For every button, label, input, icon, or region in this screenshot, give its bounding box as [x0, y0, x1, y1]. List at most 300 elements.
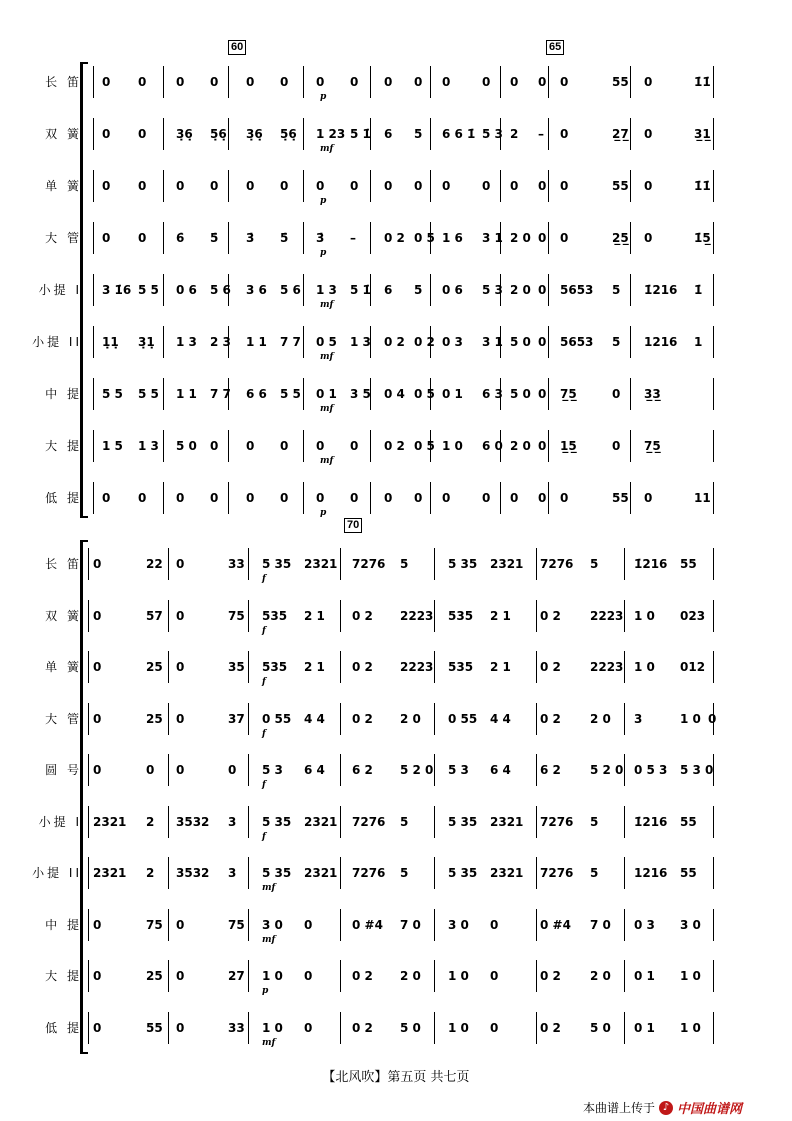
barline — [340, 960, 341, 992]
note-group: – — [538, 127, 544, 141]
barline — [370, 66, 371, 98]
note-group: 0 1 — [634, 1020, 655, 1035]
note-group: 1 3 — [350, 335, 371, 349]
note-group: 0 — [560, 491, 569, 505]
barline — [713, 960, 714, 992]
note-group: 5 35 — [448, 557, 478, 571]
note-group: 0 5 — [414, 439, 435, 453]
barline — [624, 600, 625, 632]
barline — [713, 806, 714, 838]
note-group: 0 2 — [352, 608, 373, 623]
note-group: 0 — [146, 763, 155, 777]
barline — [93, 326, 94, 358]
note-group: 0 — [102, 231, 111, 245]
note-group: 5 2 0 — [400, 763, 434, 777]
barline — [88, 548, 89, 580]
note-group: 0 — [93, 1020, 102, 1035]
staff-row — [0, 124, 792, 154]
dynamic-mark: f — [262, 625, 266, 636]
note-group: 55 — [680, 814, 697, 829]
note-group: 2 0 — [510, 439, 531, 453]
note-group: 1̇1̇ — [694, 75, 711, 89]
barline — [303, 482, 304, 514]
note-group: 5 — [400, 557, 409, 571]
staff-row — [0, 228, 792, 258]
barline — [88, 806, 89, 838]
upload-credit — [583, 1098, 742, 1117]
instrument-name: 大 提 — [45, 969, 82, 983]
note-group: 0 — [490, 1020, 499, 1035]
note-group: 2321 — [304, 557, 338, 571]
note-group: 57 — [146, 608, 163, 623]
note-group: – — [350, 231, 356, 245]
instrument-name: 大 管 — [45, 231, 82, 245]
note-group: 0 — [490, 917, 499, 932]
barline — [163, 378, 164, 410]
note-group: 5 0 — [510, 335, 531, 349]
note-group: 1 0 — [634, 660, 655, 674]
barline — [630, 66, 631, 98]
note-group: 5 35 — [262, 866, 292, 880]
note-group: 7̲5̲ — [560, 387, 577, 401]
note-group: 0 — [538, 335, 547, 349]
barline — [228, 170, 229, 202]
staff-row — [0, 488, 792, 518]
note-group: 2321 — [93, 814, 127, 829]
note-group: 0 — [176, 179, 185, 193]
barline — [340, 1012, 341, 1044]
barline — [370, 482, 371, 514]
barline — [303, 222, 304, 254]
note-group: 6 — [384, 283, 393, 297]
note-group: 0 — [538, 283, 547, 297]
note-group: 1 23 — [316, 127, 346, 141]
note-group: 0 — [384, 75, 393, 89]
note-group: 6 0 — [482, 439, 503, 453]
note-group: 5 5 — [280, 387, 301, 401]
note-group: 0 — [228, 763, 237, 777]
barline — [303, 66, 304, 98]
note-group: 5 6 — [280, 283, 301, 297]
note-group: 0 — [102, 491, 111, 505]
barline — [88, 1012, 89, 1044]
note-group: 5 3 — [448, 763, 469, 777]
barline — [434, 1012, 435, 1044]
barline — [228, 482, 229, 514]
barline — [430, 170, 431, 202]
note-group: 2321 — [304, 866, 338, 880]
note-group: 7̲5̲ — [644, 439, 661, 453]
note-group: 2321 — [93, 866, 127, 880]
barline — [88, 909, 89, 941]
note-group: 2 3 — [210, 335, 231, 349]
note-group: 0 — [280, 75, 289, 89]
dynamic-mark: f — [262, 574, 266, 584]
barline — [248, 1012, 249, 1044]
barline — [713, 274, 714, 306]
barline — [630, 170, 631, 202]
barline — [340, 754, 341, 786]
barline — [434, 548, 435, 580]
note-group: 2223 — [590, 660, 624, 674]
note-group: 0 — [482, 179, 491, 193]
barline — [434, 960, 435, 992]
dynamic-mark: mf — [320, 456, 334, 466]
note-group: 35 — [228, 660, 245, 674]
instrument-name: 小提 I — [38, 814, 82, 829]
note-group: 5 6 — [210, 283, 231, 297]
note-group: 3532 — [176, 866, 210, 880]
rehearsal-mark: 70 — [344, 518, 362, 533]
barline — [713, 326, 714, 358]
note-group: 0 — [304, 969, 313, 983]
barline — [536, 703, 537, 735]
dynamic-mark: mf — [320, 300, 334, 310]
note-group: 2321 — [490, 866, 524, 880]
barline — [228, 118, 229, 150]
barline — [430, 66, 431, 98]
barline — [163, 66, 164, 98]
barline — [434, 600, 435, 632]
barline — [548, 66, 549, 98]
note-group: 55 — [612, 491, 629, 505]
note-group: 2 1 — [304, 608, 325, 623]
barline — [370, 430, 371, 462]
note-group: 5 1̇ — [350, 283, 371, 297]
note-group: 55 — [680, 557, 697, 571]
note-group: 7 0 — [590, 917, 611, 932]
barline — [548, 118, 549, 150]
note-group: 0 — [176, 917, 185, 932]
instrument-name: 大 提 — [45, 439, 82, 453]
note-group: 0 — [482, 75, 491, 89]
barline — [713, 857, 714, 889]
note-group: 11 — [694, 491, 711, 505]
note-group: 3 1 — [482, 335, 503, 349]
note-group: 3 0 — [448, 917, 469, 932]
note-group: 0 — [176, 1020, 185, 1035]
note-group: 0 — [482, 491, 491, 505]
note-group: 3̲3̲ — [644, 387, 661, 401]
note-group: 0 — [316, 491, 325, 505]
barline — [168, 651, 169, 683]
note-group: 0 — [246, 491, 255, 505]
barline — [624, 703, 625, 735]
note-group: 0 — [316, 439, 325, 453]
note-group: 5̣6̣ — [210, 127, 227, 141]
note-group: 3 1̇6 — [102, 283, 132, 297]
barline — [248, 806, 249, 838]
note-group: 3532 — [176, 814, 210, 829]
barline — [630, 326, 631, 358]
barline — [713, 170, 714, 202]
barline — [88, 600, 89, 632]
score-system-2 — [0, 518, 792, 1058]
note-group: 0 — [442, 75, 451, 89]
note-group: 0 3 — [634, 917, 655, 932]
note-group: 5 2 0 — [590, 763, 624, 777]
note-group: 2321 — [304, 814, 338, 829]
note-group: 5 5 — [102, 387, 123, 401]
note-group: 0 — [414, 75, 423, 89]
note-group: 0 — [246, 179, 255, 193]
dynamic-mark: mf — [262, 934, 276, 945]
barline — [434, 806, 435, 838]
note-group: 0 — [350, 439, 359, 453]
note-group: 0 6 — [176, 283, 197, 297]
dynamic-mark: p — [320, 508, 327, 518]
note-group: 5 0 — [590, 1020, 611, 1035]
note-group: 0 — [102, 75, 111, 89]
note-group: 0 — [210, 491, 219, 505]
staff-row — [0, 280, 792, 310]
note-group: 5653 — [560, 283, 594, 297]
barline — [303, 326, 304, 358]
barline — [500, 170, 501, 202]
note-group: 0 — [176, 608, 185, 623]
note-group: 1216 — [644, 335, 678, 349]
barline — [163, 274, 164, 306]
barline — [536, 909, 537, 941]
barline — [163, 118, 164, 150]
instrument-name: 单 簧 — [45, 179, 82, 193]
barline — [536, 806, 537, 838]
note-group: 7 0 — [400, 917, 421, 932]
note-group: 0 — [246, 439, 255, 453]
barline — [88, 651, 89, 683]
barline — [434, 754, 435, 786]
note-group: 0 2 — [352, 711, 373, 726]
note-group: 0 — [510, 75, 519, 89]
barline — [168, 703, 169, 735]
page-footer: 【北风吹】第五页 共七页 — [322, 1070, 470, 1085]
note-group: 4 4 — [490, 711, 511, 726]
barline — [536, 857, 537, 889]
note-group: 7276 — [540, 814, 574, 829]
note-group: 0 55 — [262, 711, 292, 726]
barline — [624, 909, 625, 941]
note-group: 0 2 — [352, 660, 373, 674]
note-group: 0 — [102, 127, 111, 141]
note-group: 0 2 — [540, 969, 561, 983]
instrument-name: 单 簧 — [45, 660, 82, 674]
note-group: 0 — [490, 969, 499, 983]
note-group: 2321 — [490, 557, 524, 571]
note-group: 1216 — [634, 866, 668, 880]
note-group: 55 — [146, 1020, 163, 1035]
rehearsal-mark: 65 — [546, 40, 564, 55]
note-group: 0 — [384, 179, 393, 193]
note-group: 5 — [414, 127, 423, 141]
staff-row — [0, 966, 792, 996]
dynamic-mark: mf — [262, 883, 276, 893]
note-group: 0 — [176, 969, 185, 983]
staff-row — [0, 606, 792, 636]
note-group: 0 2 — [352, 969, 373, 983]
barline — [630, 274, 631, 306]
note-group: 1 6 — [442, 231, 463, 245]
note-group: 0 2 — [540, 608, 561, 623]
note-group: 0 1 — [316, 387, 337, 401]
note-group: 0 — [138, 231, 147, 245]
instrument-name: 长 笛 — [45, 75, 82, 89]
barline — [548, 378, 549, 410]
note-group: 1 3 — [316, 283, 337, 297]
barline — [88, 960, 89, 992]
note-group: 0 2 — [414, 335, 435, 349]
barline — [340, 909, 341, 941]
note-group: 0 — [210, 439, 219, 453]
barline — [93, 482, 94, 514]
note-group: 5 3 — [482, 127, 503, 141]
score-system-1 — [0, 40, 792, 520]
note-group: 5 — [414, 283, 423, 297]
note-group: 1 0 — [262, 969, 283, 983]
note-group: 1̇216 — [634, 557, 668, 571]
staff-row — [0, 709, 792, 739]
barline — [340, 806, 341, 838]
barline — [630, 118, 631, 150]
note-group: 5 35 — [448, 814, 478, 829]
note-group: 2 1 — [304, 660, 325, 674]
barline — [713, 548, 714, 580]
note-group: 0 — [644, 231, 653, 245]
site-name[interactable]: 中国曲谱网 — [676, 1102, 742, 1117]
barline — [248, 548, 249, 580]
note-group: 2 0 — [590, 711, 611, 726]
barline — [624, 806, 625, 838]
note-group: 0 — [350, 491, 359, 505]
barline — [430, 482, 431, 514]
note-group: 1 0 — [442, 439, 463, 453]
note-group: 0 — [93, 711, 102, 726]
note-group: 0 — [350, 179, 359, 193]
note-group: 0 4 — [384, 387, 405, 401]
note-group: 0 — [138, 491, 147, 505]
barline — [228, 66, 229, 98]
barline — [93, 170, 94, 202]
note-group: 5 — [400, 814, 409, 829]
note-group: 0 — [138, 127, 147, 141]
instrument-name: 长 笛 — [45, 557, 82, 571]
barline — [434, 909, 435, 941]
note-group: 0 — [384, 491, 393, 505]
note-group: 25 — [146, 969, 163, 983]
barline — [168, 960, 169, 992]
note-group: 2223 — [590, 608, 624, 623]
note-group: 1 0 — [680, 1020, 701, 1035]
note-group: 0 — [102, 179, 111, 193]
note-group: 1 5 — [102, 439, 123, 453]
barline — [163, 430, 164, 462]
instrument-name: 中 提 — [45, 917, 82, 932]
note-group: 0 55 — [448, 711, 478, 726]
barline — [536, 548, 537, 580]
rehearsal-mark: 60 — [228, 40, 246, 55]
note-group: 0 5 — [414, 231, 435, 245]
note-group: 7276 — [352, 557, 386, 571]
barline — [303, 170, 304, 202]
note-group: 0 — [538, 387, 547, 401]
note-group: 2 — [146, 814, 155, 829]
note-group: 5̇ — [280, 231, 289, 245]
barline — [163, 170, 164, 202]
note-group: 55 — [612, 179, 629, 193]
barline — [88, 703, 89, 735]
note-group: 4 4 — [304, 711, 325, 726]
staff-row — [0, 554, 792, 584]
barline — [536, 960, 537, 992]
note-group: 0 — [304, 917, 313, 932]
note-group: 0 — [560, 231, 569, 245]
instrument-name: 双 簧 — [45, 127, 82, 141]
note-group: 7 7 — [280, 335, 301, 349]
instrument-name: 大 管 — [45, 711, 82, 726]
note-group: 0 — [538, 75, 547, 89]
dynamic-mark: p — [320, 196, 327, 206]
note-group: 0 6 — [442, 283, 463, 297]
note-group: 0 — [350, 75, 359, 89]
note-group: 0 — [442, 179, 451, 193]
note-group: 5 — [612, 283, 621, 297]
note-group: 0 5 — [414, 387, 435, 401]
note-group: 7 7 — [210, 387, 231, 401]
barline — [168, 600, 169, 632]
barline — [430, 118, 431, 150]
barline — [713, 430, 714, 462]
note-group: 1̇216 — [634, 814, 668, 829]
note-group: 25 — [146, 711, 163, 726]
note-group: 0 — [93, 557, 102, 571]
note-group: 0 #4 — [352, 917, 383, 932]
note-group: 37 — [228, 711, 245, 726]
staff-row — [0, 384, 792, 414]
note-group: 2 0 — [400, 711, 421, 726]
staff-row — [0, 863, 792, 893]
note-group: 5 0 — [510, 387, 531, 401]
note-group: 0 — [644, 179, 653, 193]
barline — [713, 909, 714, 941]
note-group: 3̣6̣ — [176, 127, 193, 141]
staff-row — [0, 760, 792, 790]
barline — [624, 548, 625, 580]
barline — [248, 703, 249, 735]
barline — [536, 754, 537, 786]
barline — [168, 857, 169, 889]
note-group: 1 0 — [448, 1020, 469, 1035]
note-group: 2 0 — [590, 969, 611, 983]
barline — [500, 66, 501, 98]
note-group: 0 1 — [442, 387, 463, 401]
note-group: 0 1 — [634, 969, 655, 983]
note-group: 0 2 — [540, 711, 561, 726]
barline — [430, 274, 431, 306]
dynamic-mark: f — [262, 831, 266, 842]
note-group: 5 0 — [400, 1020, 421, 1035]
note-group: 5 5 — [138, 283, 159, 297]
note-group: 3 — [634, 711, 643, 726]
note-group: 0 — [612, 439, 621, 453]
note-group: 0 — [93, 608, 102, 623]
staff-row — [0, 657, 792, 687]
staff-row — [0, 1018, 792, 1048]
dynamic-mark: mf — [320, 404, 334, 414]
note-group: 0 — [644, 75, 653, 89]
note-group: 6 2 — [540, 763, 561, 777]
barline — [248, 909, 249, 941]
barline — [248, 600, 249, 632]
note-group: 6 6 — [246, 387, 267, 401]
